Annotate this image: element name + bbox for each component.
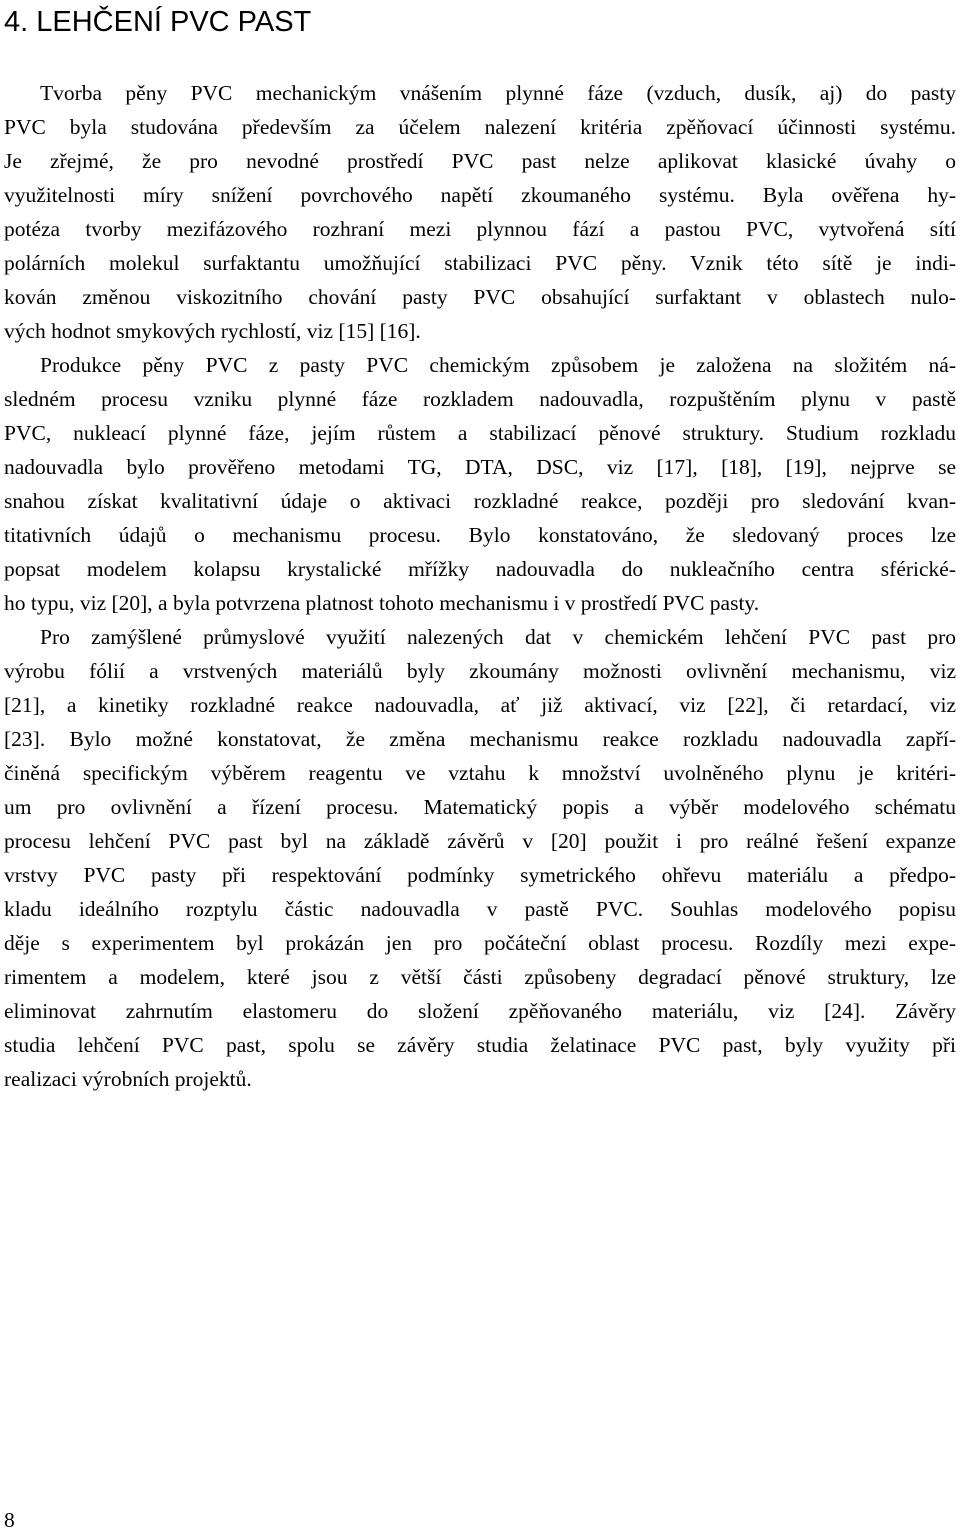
text-line: děje s experimentem byl prokázán jen pro počáteční oblast procesu. Rozdíly mezi expe- [4,931,956,955]
text-line: Je zřejmé, že pro nevodné prostředí PVC past nelze aplikovat klasické úvahy o [4,149,956,173]
text-line: PVC byla studována především za účelem nalezení kritéria zpěňovací účinnosti systému. [4,115,956,139]
text-line: popsat modelem kolapsu krystalické mřížky nadouvadla do nukleačního centra sférické- [4,557,956,581]
section-heading: 4. LEHČENÍ PVC PAST [4,6,312,38]
text-line: um pro ovlivnění a řízení procesu. Matematický popis a výběr modelového schématu [4,795,956,819]
text-line: snahou získat kvalitativní údaje o aktivaci rozkladné reakce, později pro sledování kvan- [4,489,956,513]
text-line: kladu ideálního rozptylu částic nadouvadla v pastě PVC. Souhlas modelového popisu [4,897,956,921]
text-line: ho typu, viz [20], a byla potvrzena platnost tohoto mechanismu i v prostředí PVC pasty. [4,591,760,615]
text-line: vých hodnot smykových rychlostí, viz [15] [16]. [4,319,421,343]
text-line: PVC, nukleací plynné fáze, jejím růstem a stabilizací pěnové struktury. Studium rozkladu [4,421,956,445]
text-line: eliminovat zahrnutím elastomeru do složení zpěňovaného materiálu, viz [24]. Závěry [4,999,956,1023]
text-line: výrobu fólií a vrstvených materiálů byly zkoumány možnosti ovlivnění mechanismu, viz [4,659,956,683]
text-line: rimentem a modelem, které jsou z větší části způsobeny degradací pěnové struktury, lze [4,965,956,989]
text-line: využitelnosti míry snížení povrchového napětí zkoumaného systému. Byla ověřena hy- [4,183,956,207]
page-number: 8 [4,1508,15,1532]
text-line: Tvorba pěny PVC mechanickým vnášením plynné fáze (vzduch, dusík, aj) do pasty [40,81,956,105]
text-line: kován změnou viskozitního chování pasty PVC obsahující surfaktant v oblastech nulo- [4,285,956,309]
text-line: činěná specifickým výběrem reagentu ve vztahu k množství uvolněného plynu je kritéri- [4,761,956,785]
text-line: Produkce pěny PVC z pasty PVC chemickým způsobem je založena na složitém ná- [40,353,956,377]
text-line: [23]. Bylo možné konstatovat, že změna mechanismu reakce rozkladu nadouvadla zapří- [4,727,956,751]
text-line: nadouvadla bylo prověřeno metodami TG, DTA, DSC, viz [17], [18], [19], nejprve se [4,455,956,479]
text-line: [21], a kinetiky rozkladné reakce nadouvadla, ať již aktivací, viz [22], či retardací, viz [4,693,956,717]
text-line: polárních molekul surfaktantu umožňující stabilizaci PVC pěny. Vznik této sítě je indi- [4,251,956,275]
text-line: realizaci výrobních projektů. [4,1067,252,1091]
text-line: Pro zamýšlené průmyslové využití nalezených dat v chemickém lehčení PVC past pro [40,625,956,649]
text-line: sledném procesu vzniku plynné fáze rozkladem nadouvadla, rozpuštěním plynu v pastě [4,387,956,411]
text-line: titativních údajů o mechanismu procesu. Bylo konstatováno, že sledovaný proces lze [4,523,956,547]
text-line: vrstvy PVC pasty při respektování podmínky symetrického ohřevu materiálu a předpo- [4,863,956,887]
text-line: studia lehčení PVC past, spolu se závěry studia želatinace PVC past, byly využity při [4,1033,956,1057]
body-text [4,76,956,1096]
text-line: procesu lehčení PVC past byl na základě závěrů v [20] použit i pro reálné řešení expanze [4,829,956,853]
text-line: potéza tvorby mezifázového rozhraní mezi plynnou fází a pastou PVC, vytvořená sítí [4,217,956,241]
